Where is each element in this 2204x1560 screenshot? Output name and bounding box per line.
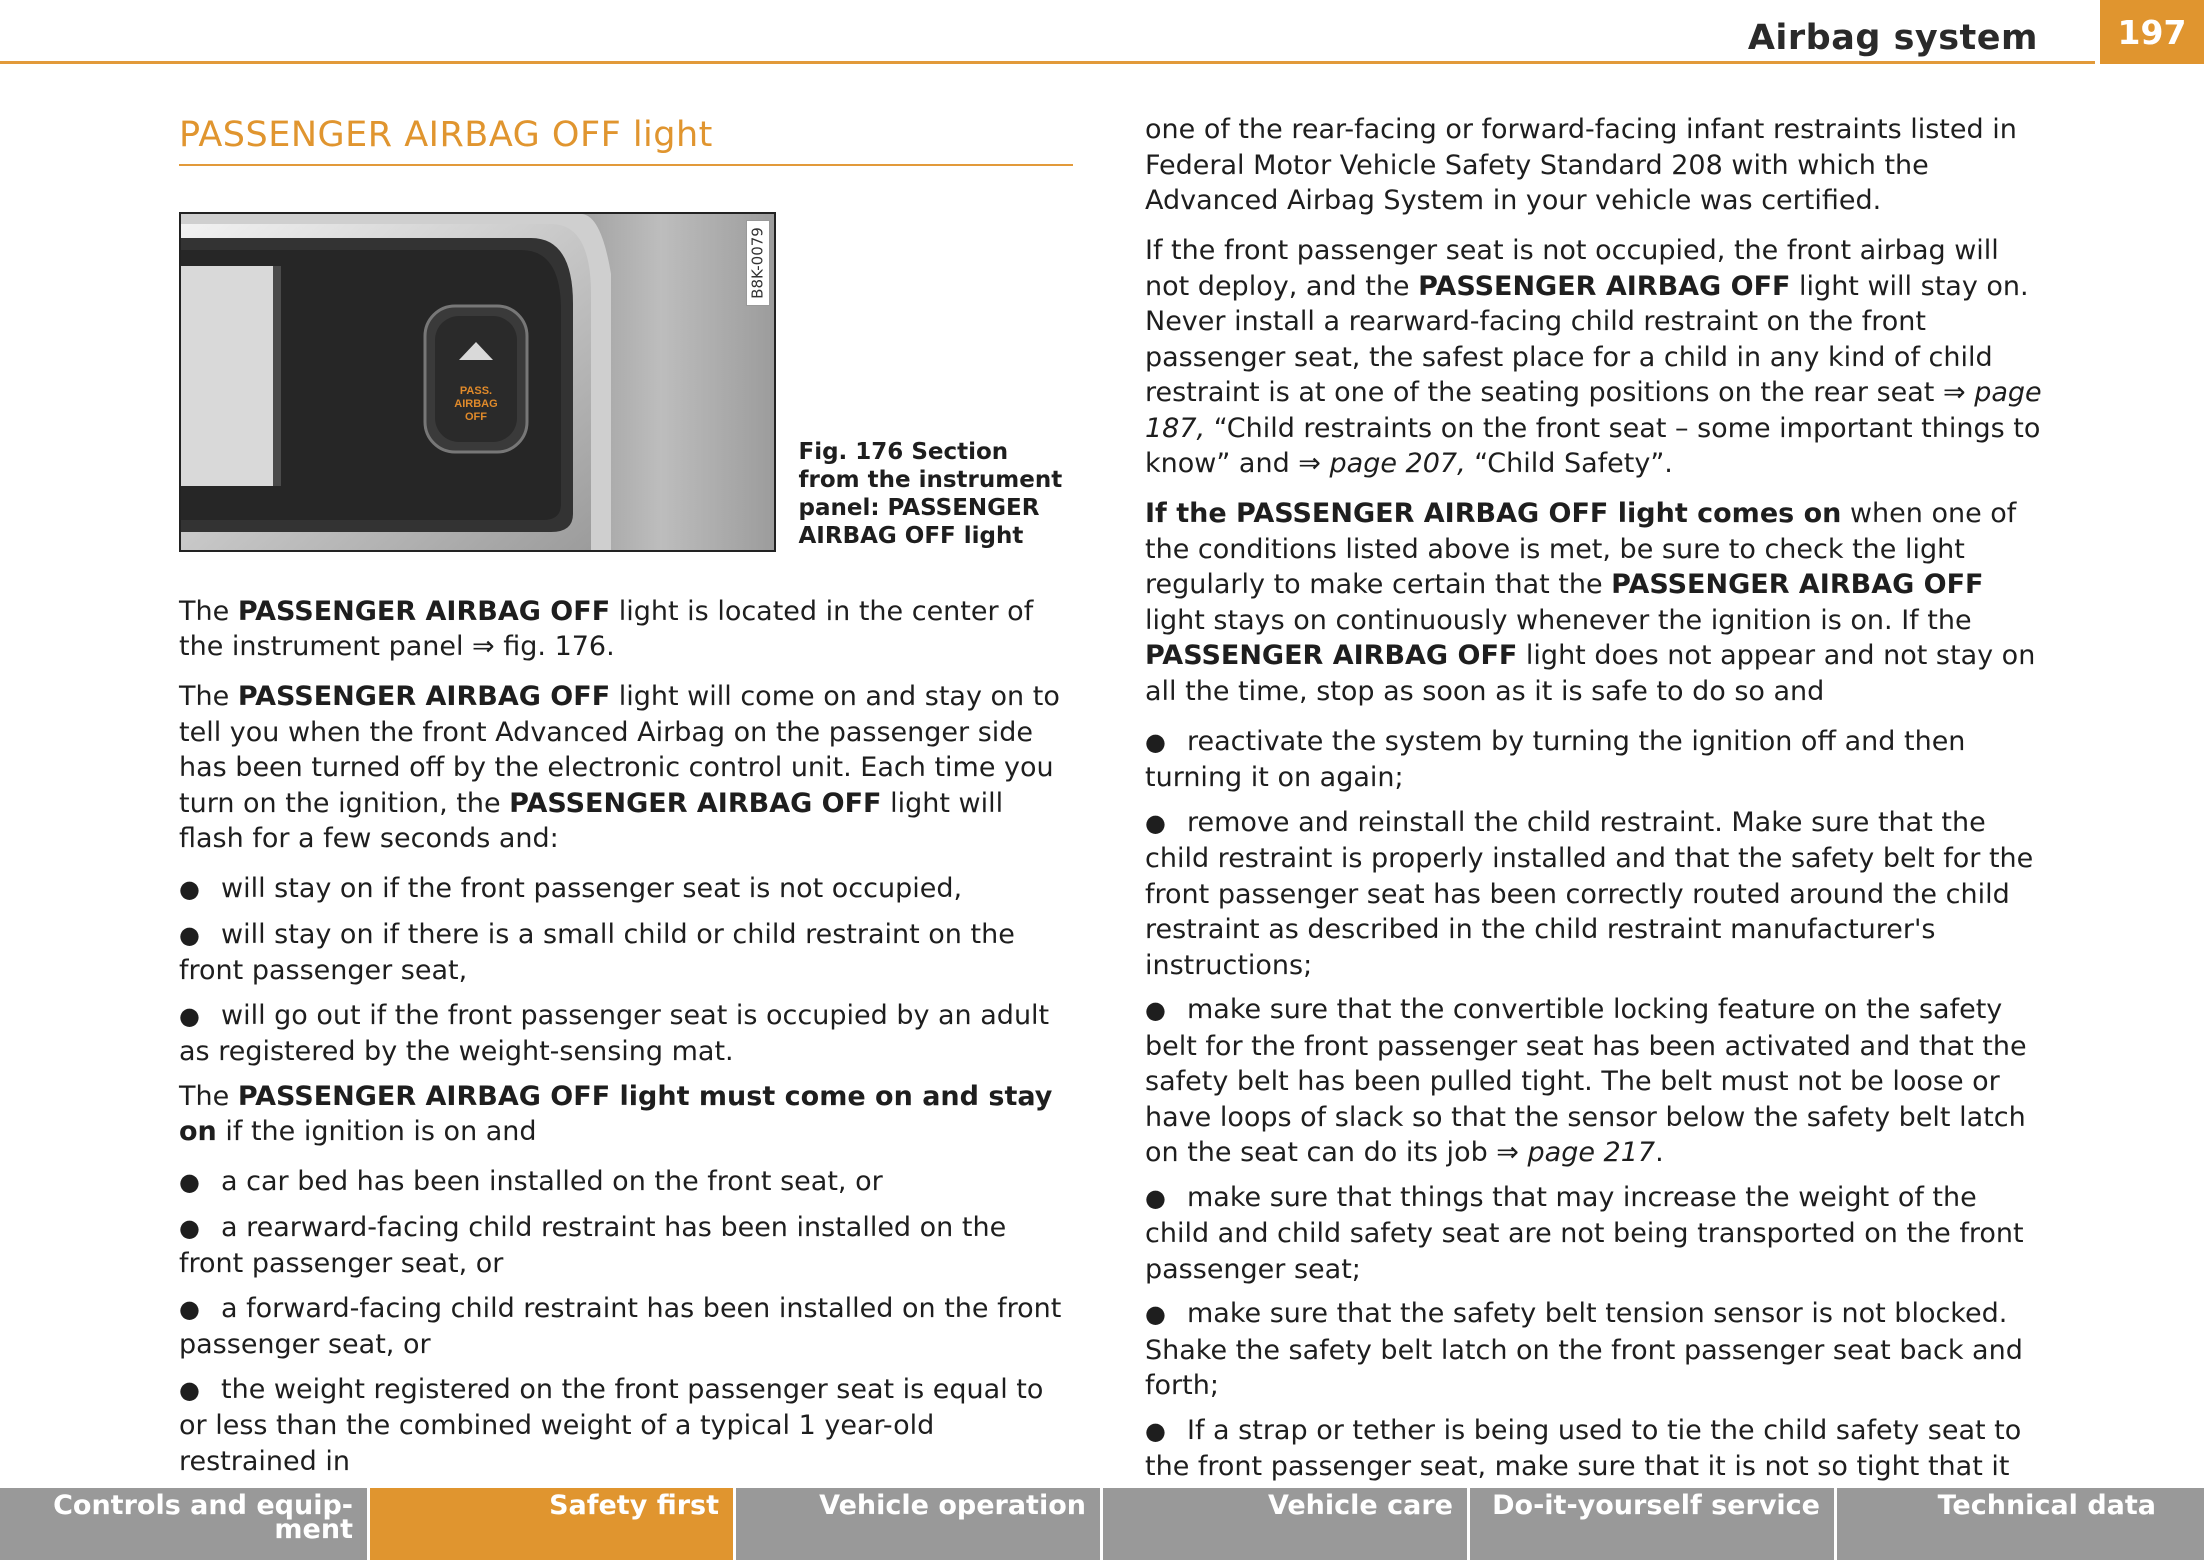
paragraph: The PASSENGER AIRBAG OFF light is located in the center of the instrument panel ⇒ fig. 176. — [179, 595, 1034, 662]
page-number: 197 — [2100, 0, 2204, 64]
list-item: ● reactivate the system by turning the ignition off and then turning it on again; — [1145, 725, 1966, 793]
bullet-icon: ● — [1145, 1416, 1166, 1445]
tab-vehicle-care[interactable]: Vehicle care — [1103, 1488, 1470, 1560]
tab-do-it-yourself-service[interactable]: Do-it-yourself service — [1470, 1488, 1837, 1560]
bullet-icon: ● — [179, 1294, 200, 1323]
right-column — [1145, 112, 2045, 1529]
page-reference[interactable]: page 217 — [1527, 1137, 1656, 1168]
left-column — [179, 112, 1075, 1488]
bullet-icon: ● — [179, 1001, 200, 1030]
list-item: ● a forward-facing child restraint has been installed on the front passenger seat, or — [179, 1292, 1062, 1360]
list-item: ● make sure that things that may increase the weight of the child and child safety seat are not being transported on the front passenger seat; — [1145, 1181, 2024, 1285]
bullet-icon: ● — [1145, 727, 1166, 756]
paragraph: one of the rear-facing or forward-facing infant restraints listed in Federal Motor Vehicle Safety Standard 208 with which the Advanced Airbag System in your vehicle was certified. — [1145, 114, 2017, 216]
bullet-icon: ● — [179, 1375, 200, 1404]
panel-label-line-1: PASS. — [459, 384, 493, 397]
panel-label-line-2: AIRBAG — [454, 397, 498, 410]
paragraph: The PASSENGER AIRBAG OFF light will come on and stay on to tell you when the front Advanced Airbag on the passenger side has been turned off by the electronic control unit. Each time you turn on the ignition, the PASSENGER AIRBAG OFF light will flash for a few seconds and: — [179, 681, 1060, 854]
list-item: ● a rearward-facing child restraint has been installed on the front passenger seat, or — [179, 1211, 1007, 1279]
list-item: ● a car bed has been installed on the front seat, or — [179, 1164, 1075, 1201]
list-item: ● will stay on if the front passenger seat is not occupied, — [179, 871, 1075, 908]
footer-nav — [0, 1488, 2204, 1560]
tab-technical-data[interactable]: Technical data — [1837, 1488, 2204, 1560]
bullet-icon: ● — [1145, 808, 1166, 837]
bullet-icon: ● — [1145, 1300, 1166, 1328]
tab-safety-first[interactable]: Safety first — [370, 1488, 736, 1560]
list-item: ● make sure that the convertible locking feature on the safety belt for the front passenger seat has been activated and that the safety belt has been pulled tight. The belt must not be loose or have loops of slack so that the sensor below the safety belt latch on the seat can do its job ⇒ page 217. — [1145, 994, 2027, 1168]
bullet-icon: ● — [179, 875, 200, 903]
list-item: ● the weight registered on the front passenger seat is equal to or less than the combined weight of a typical 1 year-old restrained in — [179, 1373, 1044, 1477]
heading-rule — [179, 164, 1073, 166]
bullet-icon: ● — [179, 1213, 200, 1242]
figure-row — [179, 212, 1075, 552]
header-rule — [0, 61, 2095, 64]
page-heading: PASSENGER AIRBAG OFF light — [179, 115, 713, 155]
paragraph: The PASSENGER AIRBAG OFF light must come on and stay on if the ignition is on and — [179, 1080, 1053, 1147]
figure-caption: Fig. 176 Section from the instrument panel: PASSENGER AIRBAG OFF light — [798, 438, 1063, 549]
list-item: ● will go out if the front passenger seat is occupied by an adult as registered by the weight-sensing mat. — [179, 999, 1050, 1067]
panel-label-line-3: OFF — [465, 410, 487, 423]
bullet-icon: ● — [1145, 996, 1166, 1024]
tab-vehicle-operation[interactable]: Vehicle operation — [736, 1488, 1103, 1560]
section-title: Airbag system — [1747, 18, 2038, 58]
page-reference[interactable]: page 207, — [1329, 448, 1466, 479]
list-item: ● If a strap or tether is being used to tie the child safety seat to the front passenger seat, make sure that it is not so tight that it — [1145, 1413, 2045, 1521]
bullet-icon: ● — [179, 920, 200, 949]
list-item: ● remove and reinstall the child restraint. Make sure that the child restraint is properly installed and that the safety belt for the front passenger seat has been correctly routed around the child restraint as described in the child restraint manufacturer's instructions; — [1145, 806, 2034, 981]
bullet-icon: ● — [1145, 1183, 1166, 1212]
paragraph: If the front passenger seat is not occupied, the front airbag will not deploy, and the PASSENGER AIRBAG OFF light will stay on. Never install a rearward-facing child restraint on the front passenger seat, the safest place for a child in any kind of child restraint is at one of the seating positions on the rear seat ⇒ page 187, “Child restraints on the front seat – some important things to know” and ⇒ page 207, “Child Safety”. — [1145, 235, 2042, 479]
list-item: ● make sure that the safety belt tension sensor is not blocked. Shake the safety belt latch on the front passenger seat back and forth; — [1145, 1298, 2023, 1401]
tab-controls-and-equipment[interactable]: Controls and equip- ment — [0, 1488, 370, 1560]
figure-code-label: B8K-0079 — [746, 220, 770, 306]
instrument-panel-illustration — [181, 214, 776, 550]
list-item: ● will stay on if there is a small child or child restraint on the front passenger seat, — [179, 918, 1015, 986]
paragraph: If the PASSENGER AIRBAG OFF light comes on when one of the conditions listed above is met, be sure to check the light regularly to make certain that the PASSENGER AIRBAG OFF light stays on continuously whenever the ignition is on. If the PASSENGER AIRBAG OFF light does not appear and not stay on all the time, stop as soon as it is safe to do so and — [1145, 498, 2036, 707]
bullet-icon: ● — [179, 1168, 200, 1196]
page-reference[interactable]: page 187, — [1145, 377, 2042, 444]
instrument-panel-figure — [179, 212, 776, 552]
